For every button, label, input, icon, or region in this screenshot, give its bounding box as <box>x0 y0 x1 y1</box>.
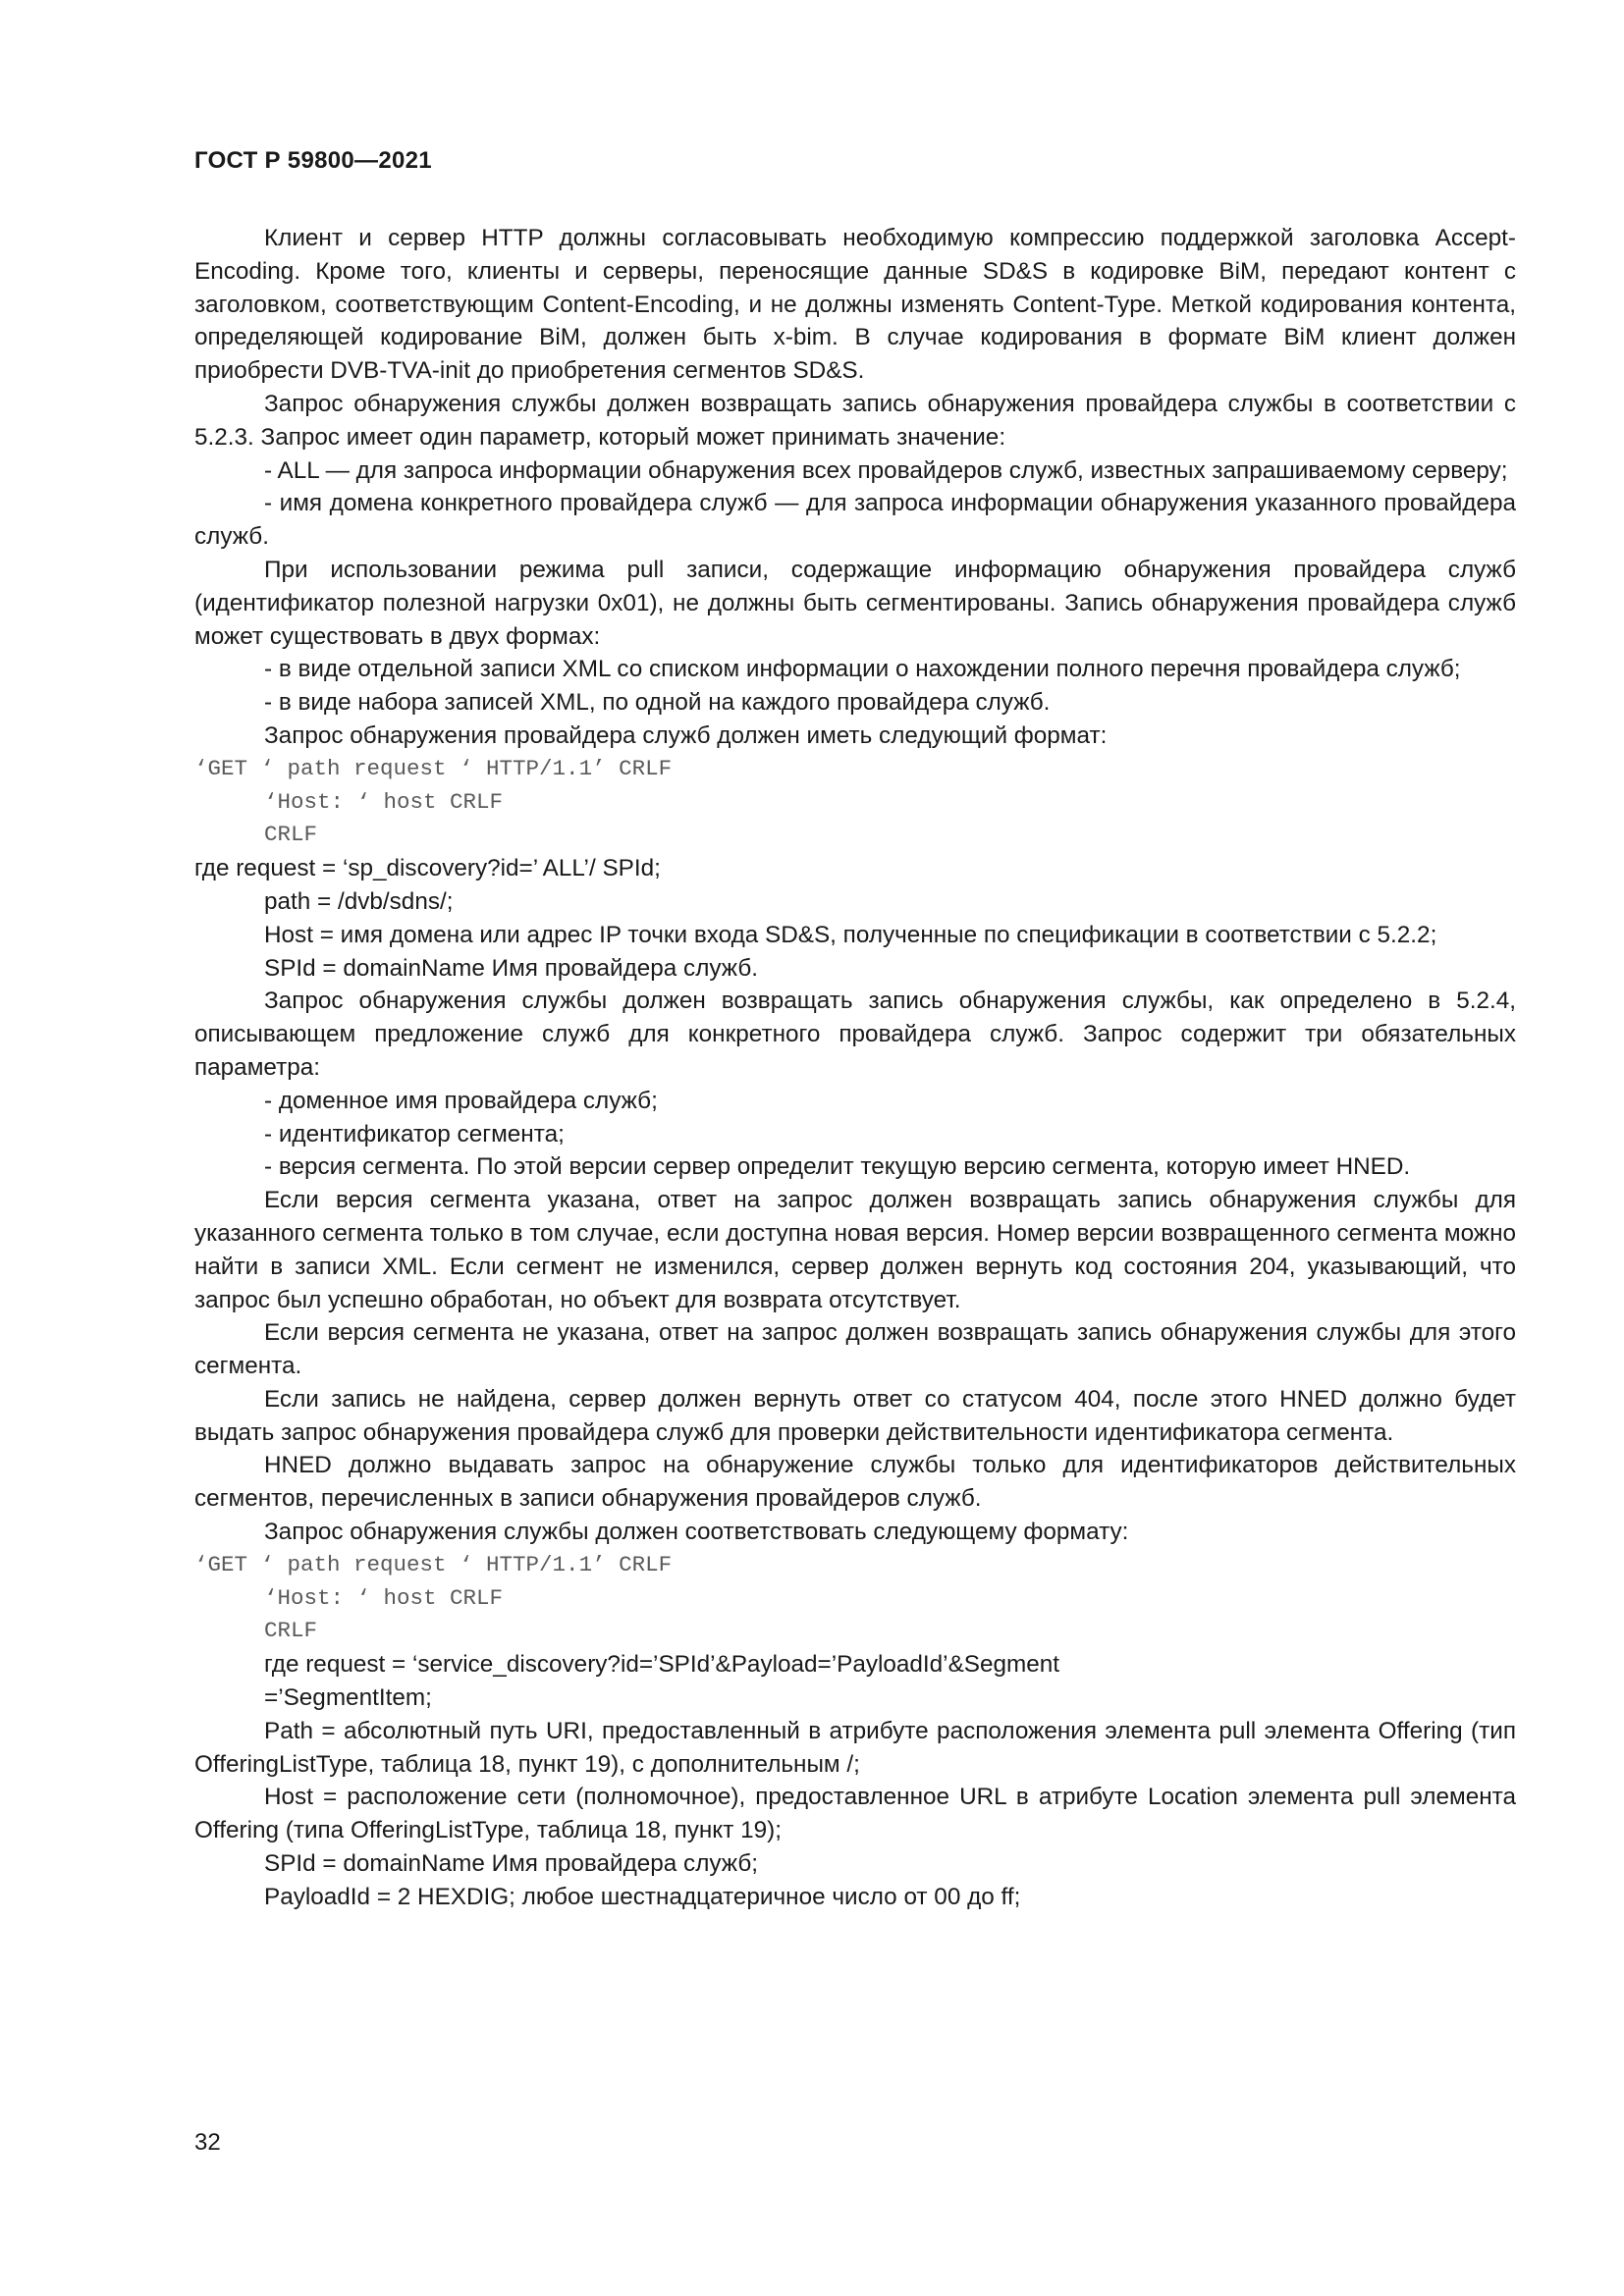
paragraph: Host = имя домена или адрес IP точки входа SD&S, полученные по спецификации в соответствии с 5.2.2; <box>264 921 1437 948</box>
code-line: ‘Host: ‘ host CRLF <box>264 1584 504 1611</box>
paragraph: Запрос обнаружения провайдера служб должен иметь следующий формат: <box>264 721 1108 749</box>
paragraph: - ALL — для запроса информации обнаружения всех провайдеров служб, известных запрашиваемому серверу; <box>264 456 1508 484</box>
document-header: ГОСТ Р 59800—2021 <box>194 147 432 174</box>
paragraph: - в виде отдельной записи XML со списком информации о нахождении полного перечня провайдера служб; <box>264 656 1461 683</box>
paragraph: При использовании режима pull записи, содержащие информацию обнаружения провайдера служб (идентификатор полезной нагрузки 0x01), не должны быть сегментированы. Запись обнаружения провайдера служб может существовать в двух формах: <box>194 556 1516 650</box>
paragraph: Клиент и сервер HTTP должны согласовывать необходимую компрессию поддержкой заголовка Accept-Encoding. Кроме того, клиенты и серверы, переносящие данные SD&S в кодировке BiM, передают контент с заголовком, соответствующим Content-Encoding, и не должны изменять Content-Type. Меткой кодирования контента, определяющей кодирование BiM, должен быть x-bim. В случае кодирования в формате BiM клиент должен приобрести DVB-TVA-init до приобретения сегментов SD&S. <box>194 225 1516 385</box>
paragraph: где request = ‘service_discovery?id=’SPId’&Payload=’PayloadId’&Segment <box>264 1651 1060 1679</box>
paragraph: SPId = domainName Имя провайдера служб. <box>264 954 758 982</box>
paragraph: - в виде набора записей XML, по одной на каждого провайдера служб. <box>264 689 1051 717</box>
paragraph: - идентификатор сегмента; <box>264 1120 565 1148</box>
paragraph: HNED должно выдавать запрос на обнаружение службы только для идентификаторов действительных сегментов, перечисленных в записи обнаружения провайдеров служб. <box>194 1452 1516 1513</box>
paragraph: PayloadId = 2 HEXDIG; любое шестнадцатеричное число от 00 до ff; <box>264 1883 1021 1910</box>
code-line: CRLF <box>264 1618 318 1644</box>
paragraph: Запрос обнаружения службы должен соответствовать следующему формату: <box>264 1519 1129 1546</box>
paragraph: - доменное имя провайдера служб; <box>264 1087 658 1114</box>
code-line: ‘GET ‘ path request ‘ HTTP/1.1’ CRLF <box>194 1551 673 1577</box>
paragraph: - версия сегмента. По этой версии сервер определит текущую версию сегмента, которую имеет HNED. <box>264 1153 1411 1181</box>
paragraph: где request = ‘sp_discovery?id=’ ALL’/ SPId; <box>194 855 661 882</box>
paragraph: Если запись не найдена, сервер должен вернуть ответ со статусом 404, после этого HNED должно будет выдать запрос обнаружения провайдера служб для проверки действительности идентификатора сегмента. <box>194 1385 1516 1446</box>
page-number: 32 <box>194 2129 221 2156</box>
paragraph: Path = абсолютный путь URI, предоставленный в атрибуте расположения элемента pull элемента Offering (тип OfferingListType, таблица 18, пункт 19), с дополнительным /; <box>194 1717 1516 1778</box>
paragraph: Если версия сегмента не указана, ответ на запрос должен возвращать запись обнаружения службы для этого сегмента. <box>194 1319 1516 1380</box>
paragraph: =’SegmentItem; <box>264 1684 432 1712</box>
document-body <box>194 222 1516 1914</box>
paragraph: path = /dvb/sdns/; <box>264 887 454 915</box>
code-line: CRLF <box>264 822 318 848</box>
paragraph: Если версия сегмента указана, ответ на запрос должен возвращать запись обнаружения службы для указанного сегмента только в том случае, если доступна новая версия. Номер версии возвращенного сегмента можно найти в записи XML. Если сегмент не изменился, сервер должен вернуть код состояния 204, указывающий, что запрос был успешно обработан, но объект для возврата отсутствует. <box>194 1187 1516 1313</box>
paragraph: Host = расположение сети (полномочное), предоставленное URL в атрибуте Location элемента pull элемента Offering (типа OfferingListType, таблица 18, пункт 19); <box>194 1784 1516 1844</box>
code-line: ‘GET ‘ path request ‘ HTTP/1.1’ CRLF <box>194 755 673 781</box>
code-line: ‘Host: ‘ host CRLF <box>264 788 504 815</box>
paragraph: SPId = domainName Имя провайдера служб; <box>264 1850 758 1878</box>
paragraph: Запрос обнаружения службы должен возвращать запись обнаружения провайдера службы в соответствии с 5.2.3. Запрос имеет один параметр, который может принимать значение: <box>194 390 1516 451</box>
paragraph: Запрос обнаружения службы должен возвращать запись обнаружения службы, как определено в 5.2.4, описывающем предложение служб для конкретного провайдера служб. Запрос содержит три обязательных параметра: <box>194 988 1516 1081</box>
paragraph: - имя домена конкретного провайдера служб — для запроса информации обнаружения указанного провайдера служб. <box>194 490 1516 551</box>
